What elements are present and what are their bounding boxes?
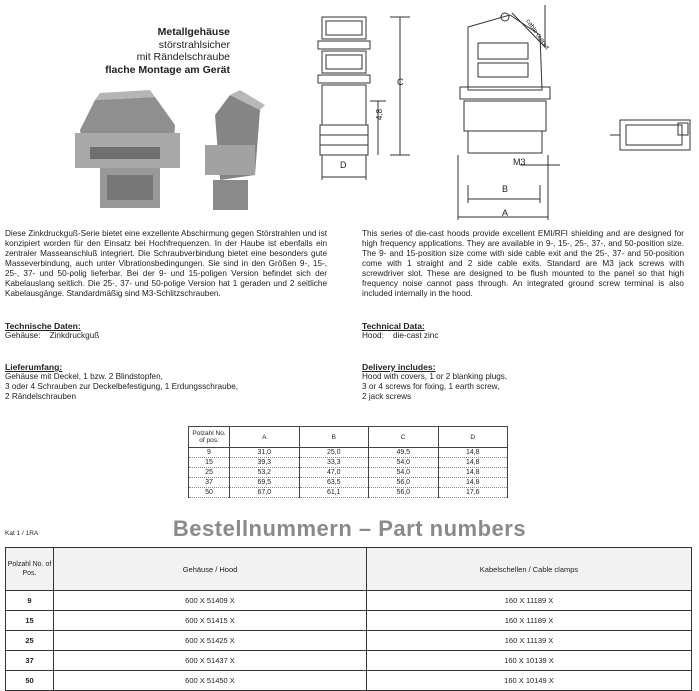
dim-a: 69,5 bbox=[230, 478, 300, 488]
catalog-reference: Kat 1 / 1RA bbox=[5, 530, 39, 537]
dim-c: 56,0 bbox=[369, 478, 439, 488]
table-row bbox=[6, 671, 692, 691]
dim-head-d: D bbox=[438, 427, 508, 448]
dim-b: 33,3 bbox=[299, 458, 369, 468]
dim-head-c: C bbox=[369, 427, 439, 448]
part-hood-number: 600 X 51415 X bbox=[54, 611, 367, 631]
dim-b: 63,5 bbox=[299, 478, 369, 488]
hood-slot-1 bbox=[90, 147, 160, 159]
german-intro: Diese Zinkdruckguß-Serie bietet eine exzellente Abschirmung gegen Störstrahlen und ist konzipiert worden für den Einsatz bei Hochfrequenzen. In der Haube ist ebenfalls ein zentraler Masseanschluß integriert. Die Schraubverbindung bietet eine besonders gute Masseverbindung, auch unter Vibrationsbedingungen. Sie sind in den Größen 9-, 15-, 25-, 37- und 50-polig lieferbar. Bei der 9- und 15-poligen Version befindet sich der Kabelauslang seitlich. Die 25-, 37- und 50-polige Version hat 1 geraden und 2 seitliche Kabelausgänge. Standardmäßig sind M3-Schlitzschrauben. bbox=[5, 229, 327, 298]
dim-label-m3: M3 bbox=[513, 157, 526, 167]
dim-b: 25,0 bbox=[299, 448, 369, 458]
german-tech-text: Gehäuse: Zinkdruckguß bbox=[5, 331, 100, 340]
dim-d: 14,8 bbox=[438, 458, 508, 468]
header-line-4: flache Montage am Gerät bbox=[105, 63, 230, 76]
part-hood-number: 600 X 51450 X bbox=[54, 671, 367, 691]
table-row bbox=[189, 468, 508, 478]
dim-head-a: A bbox=[230, 427, 300, 448]
part-hood-number: 600 X 51425 X bbox=[54, 631, 367, 651]
product-header bbox=[10, 26, 230, 76]
part-clamp-number: 160 X 11189 X bbox=[367, 591, 692, 611]
dim-pos: 37 bbox=[189, 478, 230, 488]
parts-head-clamp: Kabelschellen / Cable clamps bbox=[367, 548, 692, 591]
product-photo bbox=[55, 85, 295, 220]
dim-b: 47,0 bbox=[299, 468, 369, 478]
dim-d: 14,8 bbox=[438, 448, 508, 458]
english-tech-text: Hood: die-cast zinc bbox=[362, 331, 439, 340]
part-pos: 15 bbox=[6, 611, 54, 631]
part-numbers-table bbox=[5, 547, 692, 691]
part-clamp-number: 160 X 10139 X bbox=[367, 651, 692, 671]
header-line-2: störstrahlsicher bbox=[158, 38, 230, 51]
dim-d: 17,6 bbox=[438, 488, 508, 498]
dim-label-b: B bbox=[502, 184, 509, 194]
dim-label-c: C bbox=[397, 77, 404, 87]
table-row bbox=[6, 611, 692, 631]
dim-b: 61,1 bbox=[299, 488, 369, 498]
hood-base-2 bbox=[205, 145, 255, 175]
german-delivery-heading: Lieferumfang: bbox=[5, 362, 63, 372]
dim-pos: 50 bbox=[189, 488, 230, 498]
dim-pos: 9 bbox=[189, 448, 230, 458]
front-view bbox=[458, 5, 560, 220]
dim-head-pos: Polzahl No. of pos. bbox=[189, 427, 230, 448]
table-row bbox=[189, 488, 508, 498]
table-row bbox=[6, 591, 692, 611]
english-intro: This series of die-cast hoods provide excellent EMI/RFI shielding and are designed for high frequency applications. They are available in 9-, 15-, 25-, 37-, and 50-position size. The 9- and 15-position size come with side cable exit and the 25-, 37- and 50-position come with 1 straight and 2 side cable exits. Standard are M3 jack screws with screwdriver slot. These are designed to be flush mounted to the panel so that high frequency noise cannot pass through. An integrated ground screw terminal is also included internally in the hood. bbox=[362, 229, 684, 298]
english-delivery-line-2: 3 or 4 screws for fixing, 1 earth screw, bbox=[362, 382, 500, 391]
german-tech-section bbox=[5, 321, 99, 341]
english-delivery-line-1: Hood with covers, 1 or 2 blanking plugs, bbox=[362, 372, 508, 381]
part-pos: 9 bbox=[6, 591, 54, 611]
german-delivery-section bbox=[5, 362, 238, 402]
side-view bbox=[318, 17, 410, 180]
dim-c: 54,0 bbox=[369, 458, 439, 468]
german-delivery-line-2: 3 oder 4 Schrauben zur Deckelbefestigung, 1 Erdungsschraube, bbox=[5, 382, 239, 391]
parts-header-row bbox=[6, 548, 692, 591]
header-line-3: mit Rändelschraube bbox=[136, 51, 230, 63]
table-row bbox=[189, 478, 508, 488]
english-delivery-line-3: 2 jack screws bbox=[362, 392, 412, 401]
end-view bbox=[610, 120, 690, 150]
table-row bbox=[6, 651, 692, 671]
header-line-1: Metallgehäuse bbox=[157, 26, 230, 38]
dim-a: 39,3 bbox=[230, 458, 300, 468]
english-tech-section bbox=[362, 321, 438, 341]
dim-label-48: 4,8 bbox=[375, 108, 385, 121]
german-tech-heading: Technische Daten: bbox=[5, 321, 81, 331]
hood-connector-2 bbox=[213, 180, 248, 210]
hood-connector-face-1 bbox=[107, 175, 153, 200]
parts-head-hood: Gehäuse / Hood bbox=[54, 548, 367, 591]
part-clamp-number: 160 X 11139 X bbox=[367, 631, 692, 651]
parts-head-pos: Polzahl No. of Pos. bbox=[6, 548, 54, 591]
dim-a: 67,0 bbox=[230, 488, 300, 498]
dim-c: 54,0 bbox=[369, 468, 439, 478]
dimensions-header-row bbox=[189, 427, 508, 448]
part-pos: 25 bbox=[6, 631, 54, 651]
part-numbers-title: Bestellnummern – Part numbers bbox=[172, 516, 527, 541]
part-hood-number: 600 X 51409 X bbox=[54, 591, 367, 611]
dim-a: 53,2 bbox=[230, 468, 300, 478]
dim-c: 56,0 bbox=[369, 488, 439, 498]
dim-c: 49,5 bbox=[369, 448, 439, 458]
part-clamp-number: 160 X 11189 X bbox=[367, 611, 692, 631]
table-row bbox=[189, 458, 508, 468]
part-pos: 37 bbox=[6, 651, 54, 671]
german-delivery-line-3: 2 Rändelschrauben bbox=[5, 392, 77, 401]
technical-drawing bbox=[300, 5, 695, 220]
part-hood-number: 600 X 51437 X bbox=[54, 651, 367, 671]
dim-label-cable-output: cable output bbox=[524, 18, 551, 52]
dim-pos: 15 bbox=[189, 458, 230, 468]
part-pos: 50 bbox=[6, 671, 54, 691]
dim-d: 14,8 bbox=[438, 478, 508, 488]
english-tech-heading: Technical Data: bbox=[362, 321, 425, 331]
english-delivery-section bbox=[362, 362, 507, 402]
english-delivery-heading: Delivery includes: bbox=[362, 362, 436, 372]
german-delivery-line-1: Gehäuse mit Deckel, 1 bzw. 2 Blindstopfen, bbox=[5, 372, 163, 381]
dim-pos: 25 bbox=[189, 468, 230, 478]
table-row bbox=[189, 448, 508, 458]
table-row bbox=[6, 631, 692, 651]
dimensions-table bbox=[188, 426, 508, 498]
dim-label-a: A bbox=[502, 208, 509, 218]
part-clamp-number: 160 X 10149 X bbox=[367, 671, 692, 691]
dim-label-d: D bbox=[340, 160, 347, 170]
dim-head-b: B bbox=[299, 427, 369, 448]
dim-a: 31,0 bbox=[230, 448, 300, 458]
dim-d: 14,8 bbox=[438, 468, 508, 478]
